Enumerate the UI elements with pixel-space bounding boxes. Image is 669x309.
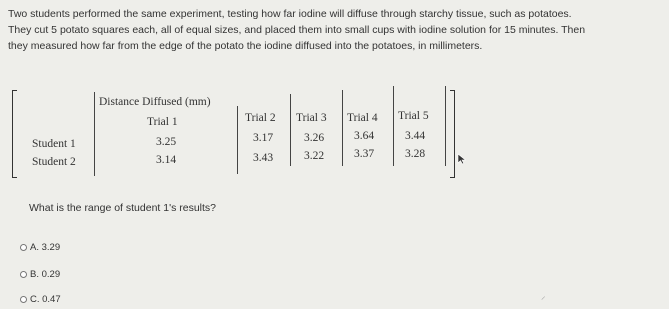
question-line-1: Two students performed the same experiment, testing how far iodine will diffuse through starchy tissue, such as potatoes.: [8, 8, 572, 20]
radio-button-icon[interactable]: [20, 244, 27, 251]
table-header-trial-5: Trial 5: [398, 110, 429, 122]
table-header-title: Distance Diffused (mm): [99, 96, 211, 108]
table-divider: [445, 86, 446, 166]
mouse-pointer-icon: [457, 153, 467, 165]
table-cell: 3.25: [156, 136, 177, 148]
table-header-trial-2: Trial 2: [245, 112, 276, 124]
table-divider: [94, 92, 95, 176]
option-c-label: C. 0.47: [30, 293, 61, 305]
question-line-3: they measured how far from the edge of the potato the iodine diffused into the potatoes, in millimeters.: [8, 40, 483, 52]
row-label-student-2: Student 2: [32, 156, 76, 168]
prompt-text: What is the range of student 1's results?: [29, 202, 217, 214]
option-c[interactable]: [20, 292, 61, 306]
table-divider: [237, 106, 238, 174]
table-right-bracket: [450, 90, 455, 178]
table-cell: 3.14: [156, 154, 177, 166]
option-a[interactable]: [20, 240, 60, 254]
question-text: [8, 6, 658, 54]
table-divider: [342, 90, 343, 166]
table-cell: 3.44: [405, 130, 426, 142]
table-cell: 3.43: [253, 152, 274, 164]
pen-mark: ⸝: [541, 291, 546, 301]
table-header-trial-3: Trial 3: [296, 112, 327, 124]
row-label-student-1: Student 1: [32, 138, 76, 150]
table-cell: 3.26: [304, 132, 325, 144]
table-header-trial-4: Trial 4: [347, 112, 378, 124]
table-left-bracket: [12, 90, 17, 178]
table-cell: 3.22: [304, 150, 325, 162]
radio-button-icon[interactable]: [20, 271, 27, 278]
table-cell: 3.64: [354, 130, 375, 142]
option-a-label: A. 3.29: [30, 241, 61, 253]
table-divider: [393, 86, 394, 166]
option-b-label: B. 0.29: [30, 268, 61, 280]
table-divider: [290, 94, 291, 166]
radio-button-icon[interactable]: [20, 296, 27, 303]
table-cell: 3.28: [405, 148, 426, 160]
data-table: [20, 92, 462, 176]
table-header-trial-1: Trial 1: [147, 116, 178, 128]
table-cell: 3.37: [354, 148, 375, 160]
table-cell: 3.17: [253, 132, 274, 144]
question-line-2: They cut 5 potato squares each, all of equal sizes, and placed them into small cups with iodine solution for 15 minutes. Then: [8, 24, 586, 36]
option-b[interactable]: [20, 267, 60, 281]
